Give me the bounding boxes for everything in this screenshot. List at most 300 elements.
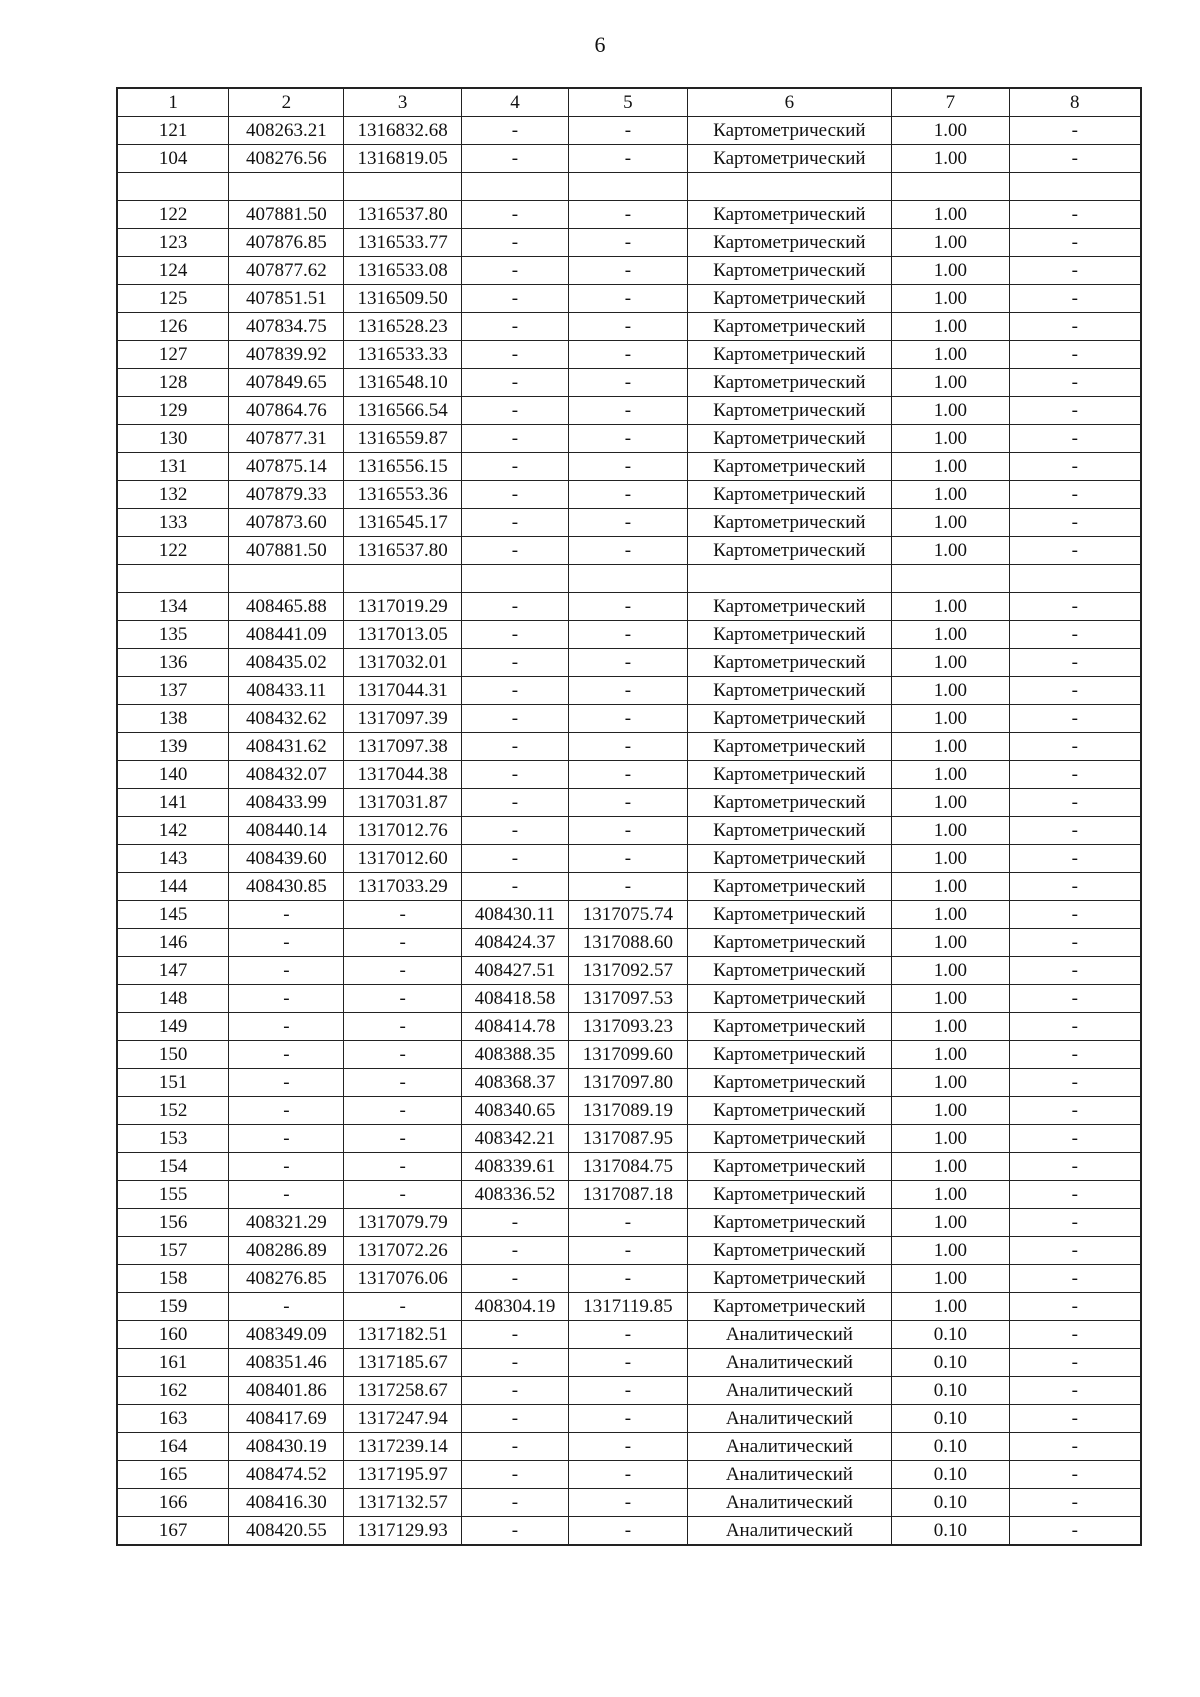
table-cell: 155: [117, 1181, 229, 1209]
table-cell: -: [1009, 145, 1141, 173]
table-row: [117, 1377, 1141, 1405]
table-cell: -: [569, 705, 687, 733]
table-cell: -: [569, 1321, 687, 1349]
table-cell: 408439.60: [229, 845, 344, 873]
table-cell: 407849.65: [229, 369, 344, 397]
table-row: [117, 761, 1141, 789]
table-cell: 156: [117, 1209, 229, 1237]
table-cell: -: [1009, 201, 1141, 229]
table-cell: 1.00: [892, 733, 1009, 761]
table-cell: -: [1009, 985, 1141, 1013]
table-cell: -: [1009, 509, 1141, 537]
table-cell: -: [1009, 369, 1141, 397]
table-row: [117, 1041, 1141, 1069]
table-row: [117, 985, 1141, 1013]
table-cell: -: [461, 845, 568, 873]
table-cell: -: [569, 621, 687, 649]
table-cell: 124: [117, 257, 229, 285]
table-cell: -: [229, 957, 344, 985]
table-cell: 1317239.14: [344, 1433, 461, 1461]
table-cell: 407864.76: [229, 397, 344, 425]
table-cell: Картометрический: [687, 201, 892, 229]
table-cell: -: [461, 481, 568, 509]
table-cell: 141: [117, 789, 229, 817]
table-cell: 0.10: [892, 1405, 1009, 1433]
table-cell: 126: [117, 313, 229, 341]
table-cell: 407881.50: [229, 201, 344, 229]
table-cell: -: [461, 677, 568, 705]
table-cell: -: [569, 257, 687, 285]
table-cell: 1.00: [892, 789, 1009, 817]
table-cell: -: [461, 705, 568, 733]
table-row: [117, 677, 1141, 705]
table-cell: 159: [117, 1293, 229, 1321]
table-cell: 408276.56: [229, 145, 344, 173]
table-cell: 1316533.08: [344, 257, 461, 285]
table-row: [117, 173, 1141, 201]
table-cell: 1.00: [892, 593, 1009, 621]
table-cell: 1.00: [892, 397, 1009, 425]
table-cell: -: [1009, 901, 1141, 929]
table-cell: 1.00: [892, 677, 1009, 705]
table-cell: -: [569, 733, 687, 761]
table-cell: 1317087.18: [569, 1181, 687, 1209]
table-cell: 129: [117, 397, 229, 425]
table-cell: Картометрический: [687, 1293, 892, 1321]
table-cell: 1.00: [892, 1153, 1009, 1181]
table-cell: -: [1009, 621, 1141, 649]
table-cell: -: [461, 873, 568, 901]
table-cell: Картометрический: [687, 593, 892, 621]
table-cell: 1317033.29: [344, 873, 461, 901]
table-cell: -: [344, 1041, 461, 1069]
table-cell: 1.00: [892, 537, 1009, 565]
table-cell: 407881.50: [229, 537, 344, 565]
table-cell: -: [1009, 341, 1141, 369]
table-cell: -: [461, 1461, 568, 1489]
table-cell: -: [1009, 537, 1141, 565]
table-cell: -: [569, 369, 687, 397]
table-cell: -: [1009, 117, 1141, 145]
table-cell: 143: [117, 845, 229, 873]
column-header: 2: [229, 88, 344, 117]
table-cell: 1.00: [892, 1265, 1009, 1293]
table-cell: 130: [117, 425, 229, 453]
table-cell: 1.00: [892, 369, 1009, 397]
table-cell: -: [461, 1321, 568, 1349]
table-cell: 1.00: [892, 649, 1009, 677]
table-row: [117, 1265, 1141, 1293]
table-cell: -: [569, 789, 687, 817]
column-header: 8: [1009, 88, 1141, 117]
table-cell: 144: [117, 873, 229, 901]
table-cell: -: [569, 1237, 687, 1265]
table-cell: 1.00: [892, 1293, 1009, 1321]
table-cell: Картометрический: [687, 817, 892, 845]
table-cell: Картометрический: [687, 1153, 892, 1181]
table-cell: -: [229, 1293, 344, 1321]
table-cell: 407873.60: [229, 509, 344, 537]
table-cell: -: [461, 537, 568, 565]
table-cell: -: [1009, 1237, 1141, 1265]
table-cell: Картометрический: [687, 509, 892, 537]
table-row: [117, 313, 1141, 341]
table-cell: 1.00: [892, 985, 1009, 1013]
table-row: [117, 1153, 1141, 1181]
table-cell: Картометрический: [687, 537, 892, 565]
table-cell: 1316533.77: [344, 229, 461, 257]
table-cell: [1009, 173, 1141, 201]
table-row: [117, 425, 1141, 453]
table-cell: -: [229, 985, 344, 1013]
table-cell: 125: [117, 285, 229, 313]
table-cell: 1.00: [892, 1209, 1009, 1237]
table-cell: 165: [117, 1461, 229, 1489]
table-cell: 1.00: [892, 1181, 1009, 1209]
table-cell: -: [569, 1489, 687, 1517]
table-cell: 408465.88: [229, 593, 344, 621]
table-cell: 407839.92: [229, 341, 344, 369]
table-cell: -: [1009, 425, 1141, 453]
table-cell: -: [461, 1433, 568, 1461]
table-cell: [569, 173, 687, 201]
table-cell: Картометрический: [687, 733, 892, 761]
table-cell: Картометрический: [687, 1097, 892, 1125]
table-cell: -: [229, 1153, 344, 1181]
table-cell: -: [461, 817, 568, 845]
table-cell: -: [461, 313, 568, 341]
table-cell: 1.00: [892, 761, 1009, 789]
table-cell: -: [344, 985, 461, 1013]
table-cell: -: [569, 1377, 687, 1405]
table-cell: 408435.02: [229, 649, 344, 677]
table-row: [117, 621, 1141, 649]
table-cell: 408416.30: [229, 1489, 344, 1517]
table-cell: 1316548.10: [344, 369, 461, 397]
table-cell: 408474.52: [229, 1461, 344, 1489]
table-cell: -: [1009, 1405, 1141, 1433]
table-cell: 150: [117, 1041, 229, 1069]
table-cell: -: [1009, 285, 1141, 313]
table-cell: -: [461, 397, 568, 425]
table-cell: -: [569, 481, 687, 509]
table-cell: -: [461, 733, 568, 761]
table-cell: Картометрический: [687, 1069, 892, 1097]
table-cell: 1317093.23: [569, 1013, 687, 1041]
table-cell: 1317012.76: [344, 817, 461, 845]
table-cell: 0.10: [892, 1377, 1009, 1405]
table-cell: -: [569, 1405, 687, 1433]
table-cell: Картометрический: [687, 621, 892, 649]
table-row: [117, 397, 1141, 425]
table-cell: -: [1009, 229, 1141, 257]
table-cell: Картометрический: [687, 789, 892, 817]
table-row: [117, 1293, 1141, 1321]
table-cell: 1317072.26: [344, 1237, 461, 1265]
table-cell: -: [1009, 929, 1141, 957]
table-cell: 407875.14: [229, 453, 344, 481]
table-cell: -: [229, 1013, 344, 1041]
table-row: [117, 1069, 1141, 1097]
column-header: 4: [461, 88, 568, 117]
table-row: [117, 1489, 1141, 1517]
table-cell: 0.10: [892, 1349, 1009, 1377]
table-cell: 127: [117, 341, 229, 369]
table-cell: -: [461, 1349, 568, 1377]
table-cell: 122: [117, 537, 229, 565]
table-cell: 147: [117, 957, 229, 985]
table-cell: 1317195.97: [344, 1461, 461, 1489]
table-cell: Аналитический: [687, 1405, 892, 1433]
table-cell: -: [229, 901, 344, 929]
table-cell: 408433.11: [229, 677, 344, 705]
table-cell: -: [1009, 481, 1141, 509]
table-cell: -: [569, 229, 687, 257]
table-cell: 1316537.80: [344, 201, 461, 229]
table-cell: -: [461, 1265, 568, 1293]
table-cell: -: [1009, 1181, 1141, 1209]
table-cell: -: [461, 341, 568, 369]
table-cell: 1.00: [892, 1237, 1009, 1265]
table-cell: -: [569, 425, 687, 453]
table-cell: Картометрический: [687, 1237, 892, 1265]
table-row: [117, 1461, 1141, 1489]
table-cell: -: [569, 845, 687, 873]
table-cell: 408340.65: [461, 1097, 568, 1125]
table-cell: -: [1009, 733, 1141, 761]
table-cell: Картометрический: [687, 705, 892, 733]
table-cell: Аналитический: [687, 1489, 892, 1517]
table-cell: Картометрический: [687, 901, 892, 929]
table-cell: 408368.37: [461, 1069, 568, 1097]
table-body: [117, 88, 1141, 1545]
table-cell: -: [1009, 1097, 1141, 1125]
table-cell: 1.00: [892, 145, 1009, 173]
table-cell: -: [569, 1433, 687, 1461]
table-cell: [461, 173, 568, 201]
table-row: [117, 1349, 1141, 1377]
table-cell: 408414.78: [461, 1013, 568, 1041]
table-cell: 1.00: [892, 1069, 1009, 1097]
table-cell: 161: [117, 1349, 229, 1377]
table-cell: -: [1009, 677, 1141, 705]
table-cell: 407851.51: [229, 285, 344, 313]
table-cell: 408440.14: [229, 817, 344, 845]
table-cell: -: [1009, 1461, 1141, 1489]
table-cell: 407879.33: [229, 481, 344, 509]
table-cell: -: [569, 1265, 687, 1293]
table-row: [117, 201, 1141, 229]
table-cell: [569, 565, 687, 593]
coordinates-table: [116, 87, 1142, 1546]
table-cell: 166: [117, 1489, 229, 1517]
table-cell: 162: [117, 1377, 229, 1405]
table-cell: -: [1009, 1153, 1141, 1181]
table-cell: -: [229, 1041, 344, 1069]
table-cell: -: [229, 1097, 344, 1125]
table-cell: 136: [117, 649, 229, 677]
table-cell: Картометрический: [687, 845, 892, 873]
table-cell: 1316533.33: [344, 341, 461, 369]
table-row: [117, 257, 1141, 285]
table-cell: 1.00: [892, 285, 1009, 313]
table-cell: Картометрический: [687, 1041, 892, 1069]
table-cell: Картометрический: [687, 677, 892, 705]
table-cell: Картометрический: [687, 649, 892, 677]
table-cell: 1317031.87: [344, 789, 461, 817]
table-cell: Аналитический: [687, 1433, 892, 1461]
table-row: [117, 1321, 1141, 1349]
table-cell: -: [1009, 817, 1141, 845]
table-cell: 1317119.85: [569, 1293, 687, 1321]
table-cell: -: [569, 873, 687, 901]
table-cell: -: [1009, 593, 1141, 621]
table-cell: Картометрический: [687, 341, 892, 369]
table-cell: 408432.62: [229, 705, 344, 733]
table-cell: -: [1009, 705, 1141, 733]
table-row: [117, 817, 1141, 845]
table-cell: -: [569, 341, 687, 369]
table-row: [117, 789, 1141, 817]
table-cell: 1.00: [892, 453, 1009, 481]
table-cell: 1317129.93: [344, 1517, 461, 1546]
table-cell: -: [1009, 1265, 1141, 1293]
table-cell: 149: [117, 1013, 229, 1041]
table-cell: 408336.52: [461, 1181, 568, 1209]
table-cell: 1316545.17: [344, 509, 461, 537]
table-cell: 408263.21: [229, 117, 344, 145]
table-cell: 1317185.67: [344, 1349, 461, 1377]
table-cell: [117, 173, 229, 201]
table-cell: 163: [117, 1405, 229, 1433]
table-cell: 1.00: [892, 817, 1009, 845]
table-cell: 408432.07: [229, 761, 344, 789]
table-row: [117, 341, 1141, 369]
table-cell: Аналитический: [687, 1321, 892, 1349]
table-cell: 123: [117, 229, 229, 257]
table-cell: -: [569, 761, 687, 789]
table-cell: 408401.86: [229, 1377, 344, 1405]
table-cell: 0.10: [892, 1517, 1009, 1546]
table-cell: 153: [117, 1125, 229, 1153]
table-cell: 145: [117, 901, 229, 929]
table-cell: -: [461, 1517, 568, 1546]
table-cell: 1.00: [892, 1097, 1009, 1125]
table-cell: -: [461, 593, 568, 621]
table-cell: 408430.19: [229, 1433, 344, 1461]
table-cell: 1.00: [892, 873, 1009, 901]
table-cell: -: [461, 117, 568, 145]
table-cell: 157: [117, 1237, 229, 1265]
table-cell: -: [1009, 453, 1141, 481]
table-cell: 408286.89: [229, 1237, 344, 1265]
table-cell: -: [344, 1125, 461, 1153]
table-cell: Картометрический: [687, 1209, 892, 1237]
table-row: [117, 733, 1141, 761]
column-header: 5: [569, 88, 687, 117]
table-cell: 408441.09: [229, 621, 344, 649]
table-cell: -: [569, 1461, 687, 1489]
table-cell: -: [1009, 1433, 1141, 1461]
table-row: [117, 145, 1141, 173]
table-cell: Картометрический: [687, 145, 892, 173]
table-cell: 408433.99: [229, 789, 344, 817]
table-cell: 1317079.79: [344, 1209, 461, 1237]
table-cell: 1317182.51: [344, 1321, 461, 1349]
table-cell: 408388.35: [461, 1041, 568, 1069]
table-cell: Картометрический: [687, 957, 892, 985]
table-cell: -: [569, 817, 687, 845]
table-cell: 1317097.80: [569, 1069, 687, 1097]
table-cell: 164: [117, 1433, 229, 1461]
table-cell: 1316556.15: [344, 453, 461, 481]
table-cell: Картометрический: [687, 117, 892, 145]
table-cell: Картометрический: [687, 873, 892, 901]
table-cell: 1316537.80: [344, 537, 461, 565]
table-cell: 1317012.60: [344, 845, 461, 873]
table-cell: -: [569, 117, 687, 145]
table-cell: Аналитический: [687, 1377, 892, 1405]
table-cell: -: [461, 229, 568, 257]
table-row: [117, 649, 1141, 677]
table-cell: 408321.29: [229, 1209, 344, 1237]
table-cell: -: [229, 1069, 344, 1097]
table-cell: Картометрический: [687, 481, 892, 509]
table-cell: 1.00: [892, 509, 1009, 537]
table-cell: 1317097.39: [344, 705, 461, 733]
table-cell: -: [461, 369, 568, 397]
table-row: [117, 901, 1141, 929]
table-cell: 1317092.57: [569, 957, 687, 985]
table-cell: [892, 565, 1009, 593]
table-cell: 1317132.57: [344, 1489, 461, 1517]
table-cell: 1317084.75: [569, 1153, 687, 1181]
table-cell: -: [569, 313, 687, 341]
table-cell: 104: [117, 145, 229, 173]
table-cell: 0.10: [892, 1433, 1009, 1461]
table-cell: 408430.85: [229, 873, 344, 901]
table-row: [117, 453, 1141, 481]
page-number: 6: [594, 32, 606, 57]
table-cell: -: [1009, 1517, 1141, 1546]
table-row: [117, 873, 1141, 901]
table-cell: -: [569, 593, 687, 621]
table-cell: 408424.37: [461, 929, 568, 957]
table-cell: Картометрический: [687, 285, 892, 313]
table-cell: 408304.19: [461, 1293, 568, 1321]
table-cell: 142: [117, 817, 229, 845]
table-cell: 132: [117, 481, 229, 509]
table-cell: 0.10: [892, 1321, 1009, 1349]
table-cell: -: [569, 649, 687, 677]
table-cell: 1.00: [892, 957, 1009, 985]
table-cell: 128: [117, 369, 229, 397]
table-cell: -: [1009, 1069, 1141, 1097]
table-cell: 167: [117, 1517, 229, 1546]
table-cell: -: [461, 285, 568, 313]
table-row: [117, 509, 1141, 537]
table-cell: Картометрический: [687, 761, 892, 789]
table-cell: 408342.21: [461, 1125, 568, 1153]
table-cell: Картометрический: [687, 1125, 892, 1153]
table-cell: -: [461, 1489, 568, 1517]
table-cell: 134: [117, 593, 229, 621]
table-header-row: [117, 88, 1141, 117]
table-cell: 137: [117, 677, 229, 705]
table-cell: 407876.85: [229, 229, 344, 257]
table-row: [117, 565, 1141, 593]
table-cell: -: [1009, 1013, 1141, 1041]
